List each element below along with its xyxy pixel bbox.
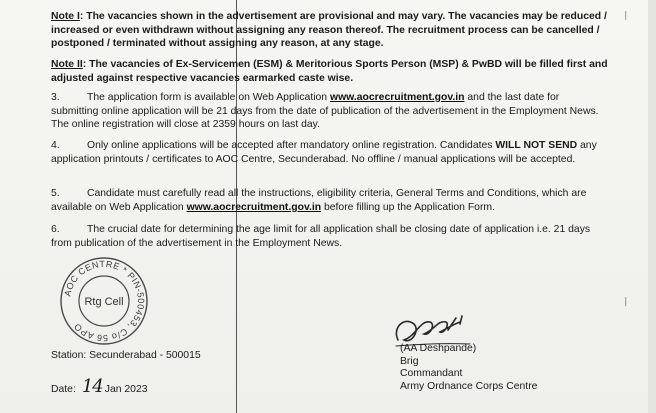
paragraph-text: any application printouts / certificates to AOC Centre, Secunderabad. No offline / manual applications will be accepted.: [51, 140, 597, 165]
paragraph-5: [51, 187, 609, 214]
note-1-label: Note I: [51, 11, 80, 22]
station-line: Station: Secunderabad - 500015: [51, 350, 201, 361]
signatory-block: [400, 343, 537, 393]
paragraph-text: Candidate must carefully read all the instructions, eligibility criteria, General Terms and Conditions, which are available on Web Application: [51, 188, 587, 213]
recruitment-link[interactable]: www.aocrecruitment.gov.in: [186, 201, 322, 213]
date-line: [51, 376, 148, 397]
stamp-ring-path: AOC CENTRE * PIN-500453, C/o 56 APO: [62, 258, 147, 344]
paragraph-text: Only online applications will be accepted after mandatory online registration. Candidates: [87, 140, 496, 151]
date-month-year: Jan 2023: [104, 384, 148, 395]
paragraph-number: 3.: [51, 92, 60, 103]
signatory-name: (AA Deshpande): [400, 343, 477, 354]
page-edge: [648, 0, 656, 413]
paragraph-3: [51, 91, 609, 132]
note-1: [51, 10, 609, 51]
paragraph-number: 6.: [51, 224, 60, 235]
paragraph-text: before filling up the Application Form.: [321, 201, 495, 213]
stamp-center-text: Rtg Cell: [84, 296, 124, 308]
note-2: [51, 58, 609, 85]
paragraph-text: The application form is available on Web Application: [87, 92, 330, 103]
paragraph-number: 4.: [51, 140, 60, 151]
recruitment-link[interactable]: www.aocrecruitment.gov.in: [329, 92, 465, 103]
note-2-text: : The vacancies of Ex-Servicemen (ESM) & Meritorious Sports Person (MSP) & PwBD will be filled first and adjusted against respective vacancies earmarked caste wise.: [51, 59, 608, 84]
note-2-label: Note II: [51, 59, 83, 70]
signatory-title: Commandant: [400, 368, 463, 380]
paragraph-bold-text: WILL NOT SEND: [495, 140, 578, 151]
office-stamp: [58, 255, 150, 347]
date-day-handwritten: 14: [81, 376, 103, 397]
date-label: Date:: [51, 384, 76, 395]
paragraph-4: [51, 139, 609, 166]
paragraph-6: [51, 223, 609, 250]
signatory-rank: Brig: [400, 355, 419, 367]
margin-mark: ❘: [622, 10, 630, 20]
signatory-org: Army Ordnance Corps Centre: [400, 380, 538, 392]
margin-mark: ❘: [622, 296, 630, 306]
paragraph-text: The crucial date for determining the age limit for all application shall be closing date of application i.e. 21 days from publication of the advertisement in the Employment News.: [51, 224, 591, 249]
paragraph-text: and the last date for submitting online application will be 21 days from the date of publication of the advertisement in the Employment News. The online registration will close at 2359 hours on last day.: [51, 92, 599, 131]
paragraph-number: 5.: [51, 188, 60, 199]
note-1-text: : The vacancies shown in the advertisement are provisional and may vary. The vacancies may be reduced / increased or even withdrawn without assigning any reason thereof. The recruitment process can be cancelled / postponed / terminated without assigning any reason, at any stage.: [51, 11, 607, 50]
